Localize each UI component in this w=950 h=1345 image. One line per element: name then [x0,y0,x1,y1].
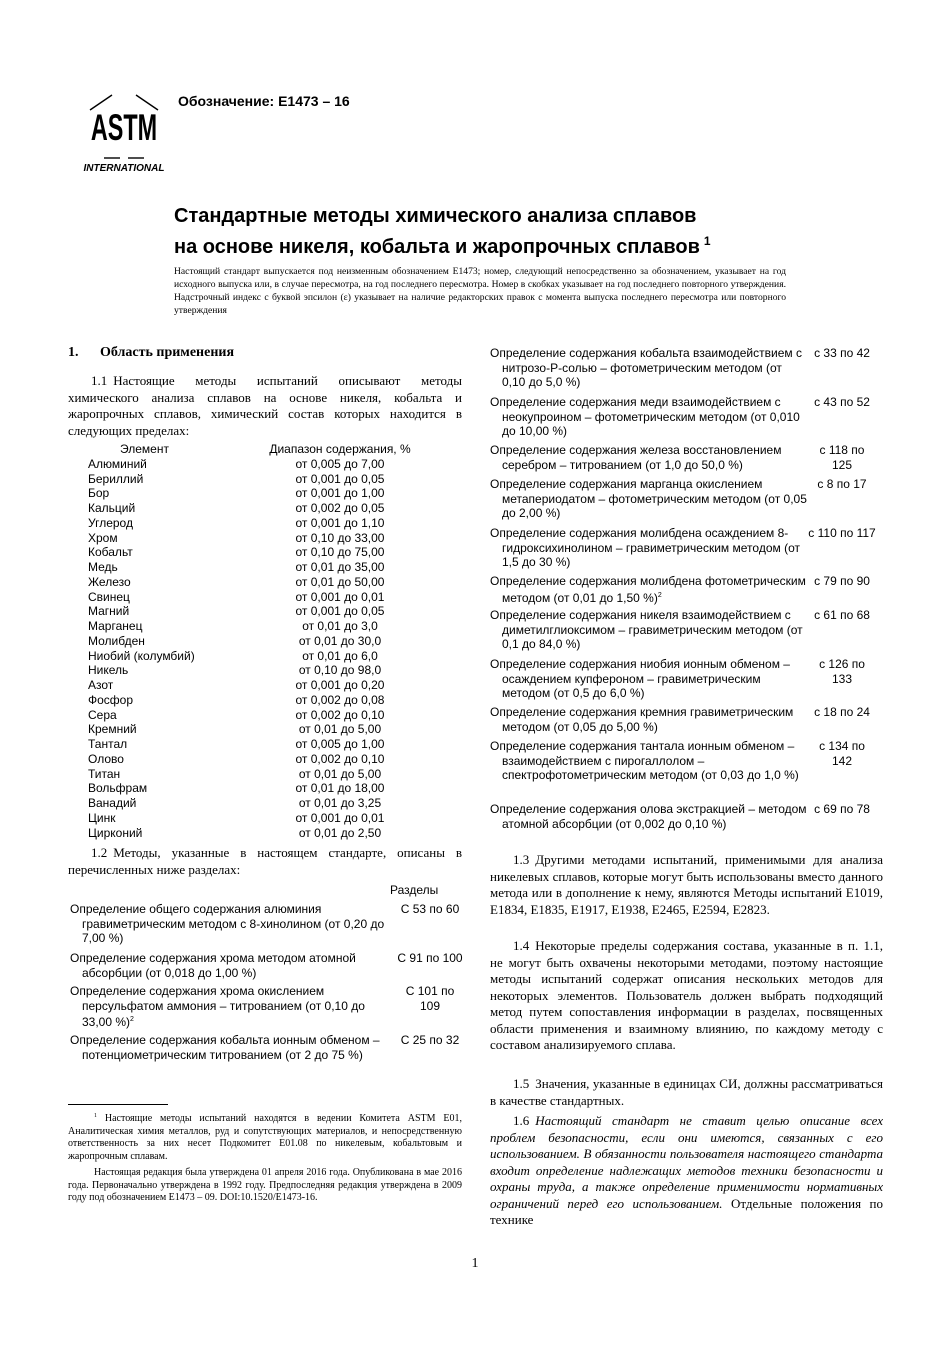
table-header [88,442,428,457]
element-range: от 0,10 до 33,00 [295,530,385,545]
element-name: Марганец [88,619,143,633]
method-text: Определение содержания кобальта взаимодействием с нитрозо-Р-солью – фотометрическим методом (от 0,10 до 5,0 %) [490,346,802,389]
element-range: от 0,001 до 0,01 [295,589,385,604]
table-body [88,457,428,841]
element-range: от 0,01 до 6,0 [302,648,378,663]
table-row [88,708,428,723]
table-row [88,796,428,811]
method-text: Определение содержания марганца окислением метапериодатом – фотометрическим методом (от 0,05 до 2,00 %) [490,477,807,520]
element-range: от 0,001 до 0,05 [295,471,385,486]
paragraph-number: 1.1 [91,373,108,388]
footnotes [68,1110,462,1208]
methods-table-right [490,0,890,831]
intro-note: Настоящий стандарт выпускается под неизменным обозначением E1473; номер, следующий непосредственно за обозначением, указывает на год исходного выпуска или, в случае пересмотра, на год последнего пересмотра. Номер в скобках указывает на год последнего повторного утверждения. Надстрочный индекс с буквой эпсилон (ε) указывает на наличие редакторских правок с момента выпуска последнего пересмотра или повторного утверждения [174,266,786,316]
element-name: Алюминий [88,456,147,471]
table-row [88,663,428,678]
method-description [70,984,392,1030]
footnote-divider [68,1104,168,1105]
method-row [70,1033,464,1062]
title-footnote-mark: 1 [703,234,711,248]
method-row [490,526,876,570]
table-row [88,560,428,575]
method-row [70,902,464,946]
element-name: Железо [88,574,131,589]
table-row [88,472,428,487]
footnote-2: Настоящая редакция была утверждена 01 апреля 2016 года. Опубликована в мае 2016 года. Первоначально утверждена в 1992 году. Предпоследняя редакция утверждена в 2009 году под обозначением E1473 – 09. DOI:10.1520/E1473-16. [68,1166,462,1204]
paragraph-text: Методы, указанные в настоящем стандарте, описаны в перечисленных ниже разделах: [68,845,462,877]
element-name: Сера [88,707,117,722]
element-name: Бериллий [88,471,144,486]
table-row [88,604,428,619]
table-row [88,590,428,605]
method-description [490,395,808,439]
paragraph-number: 1.4 [513,938,530,953]
method-description [490,608,808,652]
method-description [490,657,808,701]
element-range: от 0,01 до 50,00 [295,574,385,589]
method-row [490,739,876,783]
element-name: Бор [88,486,110,501]
astm-logo-icon [76,92,172,176]
table-row [88,693,428,708]
paragraph-1-6 [490,1113,883,1229]
element-name: Хром [88,530,118,545]
sections-column-header: Разделы [390,883,439,897]
title-line-1: Стандартные методы химического анализа сплавов [174,205,697,227]
paragraph-number: 1.2 [91,845,108,860]
element-name: Никель [88,663,129,678]
paragraph-text: Настоящие методы испытаний описывают методы химического анализа сплавов на основе никеля, кобальта и жаропрочных сплавов, химический состав которых находится в следующих пределах: [68,373,462,438]
paragraph-1-2 [68,845,462,878]
col-range-header: Диапазон содержания, % [269,442,411,456]
col-element-header: Элемент [120,442,169,456]
table-row [88,545,428,560]
element-range: от 0,005 до 7,00 [295,456,385,471]
element-range: от 0,01 до 5,00 [298,766,382,781]
footnote-1-mark: 1 [94,1113,97,1119]
title-line-2 [174,229,814,260]
footnote-1 [68,1110,462,1164]
element-range: от 0,002 до 0,08 [295,692,385,707]
method-description [490,477,808,521]
element-range: от 0,002 до 0,05 [295,501,385,515]
method-text: Определение содержания молибдена фотометрическим методом (от 0,01 до 1,50 %) [490,574,806,605]
paragraph-text: Отдельные положения по технике [490,1195,883,1227]
section-1-heading [68,345,234,361]
method-text: Определение содержания олова экстракцией – методом атомной абсорбции (от 0,002 до 0,10 %) [490,802,807,831]
element-name: Цирконий [88,825,143,840]
table-row [88,516,428,531]
element-range: от 0,01 до 18,00 [295,781,385,796]
element-name: Ванадий [88,796,137,810]
method-text: Определение содержания молибдена осаждением 8-гидроксихинолином – гравиметрическим методом (от 1,5 до 30 %) [490,526,800,569]
method-description [490,346,808,390]
element-name: Фосфор [88,692,134,707]
table-row [88,781,428,796]
element-range: от 0,001 до 0,01 [295,810,385,825]
paragraph-number: 1.5 [513,1076,530,1091]
method-text: Определение содержания ниобия ионным обменом – осаждением купфероном – гравиметрическим методом (от 0,5 до 6,0 %) [490,657,790,700]
element-name: Магний [88,604,130,619]
table-row [88,501,428,516]
method-footnote-mark: 2 [130,1016,134,1023]
element-name: Кобальт [88,545,133,560]
element-range: от 0,001 до 1,10 [295,515,385,530]
method-row [70,984,464,1030]
method-sections: С 101 по 109 [405,984,455,1013]
table-row [88,811,428,826]
method-description [490,574,808,605]
table-row [88,767,428,782]
section-number: 1. [68,345,79,360]
method-description [490,526,808,570]
element-range: от 0,001 до 0,05 [295,604,385,619]
table-row [88,826,428,841]
element-range: от 0,10 до 75,00 [295,545,385,560]
paragraph-1-3 [490,852,883,918]
paragraph-1-5 [490,1076,883,1109]
method-sections: с 118 по 125 [819,443,865,472]
element-name: Молибден [88,633,145,648]
table-row [88,457,428,472]
element-name: Медь [88,560,118,574]
table-row [88,722,428,737]
table-row [88,752,428,767]
element-range: от 0,10 до 98,0 [298,663,382,678]
element-name: Ниобий (колумбий) [88,648,195,663]
page-number: 1 [471,1256,479,1271]
method-row [490,395,876,439]
method-description [70,902,392,946]
method-text: Определение общего содержания алюминия гравиметрическим методом с 8-хинолином (от 0,20 до 7,00 %) [70,902,385,945]
method-row [490,802,876,831]
method-row [490,346,876,390]
element-range: от 0,01 до 2,50 [298,825,382,840]
method-text: Определение содержания тантала ионным обменом – взаимодействием с пирогаллолом – спектрофотометрическим методом (от 0,03 до 1,0 %) [490,739,799,782]
element-range: от 0,001 до 1,00 [295,486,385,501]
element-range: от 0,002 до 0,10 [295,707,385,722]
element-name: Кальций [88,501,136,515]
element-range: от 0,001 до 0,20 [295,678,385,692]
method-row [490,443,876,472]
method-row [490,477,876,521]
method-sections: с 8 по 17 [817,477,867,491]
method-sections: с 61 по 68 [814,608,870,622]
paragraph-text: Другими методами испытаний, применимыми для анализа никелевых сплавов, которые могут быть использованы вместо данного метода или в дополнение к нему, являются Методы испытаний E1019, E1834, E1835, E1917, E1938, E2465, E2594, E2823. [490,852,883,917]
element-range: от 0,01 до 35,00 [295,560,385,574]
method-sections: с 110 по 117 [808,526,876,540]
document-title [174,204,814,260]
paragraph-text: Некоторые пределы содержания состава, указанные в п. 1.1, не могут быть охвачены некоторыми методами, поэтому настоящие методы испытаний содержат описания нескольких методов для некоторых элементов. Пользователь должен выбрать подходящий метод путем сопоставления информации в разделах, посвященных области применения и взаимному влиянию, по каждому методу с составом анализируемого сплава. [490,938,883,1052]
paragraph-1-4 [490,938,883,1054]
method-description [70,951,392,980]
method-text: Определение содержания кремния гравиметрическим методом (от 0,05 до 5,00 %) [490,705,794,734]
table-row [88,531,428,546]
method-footnote-mark: 2 [657,591,662,599]
element-name: Азот [88,678,114,692]
table-row [88,649,428,664]
method-row [490,657,876,701]
element-range: от 0,005 до 1,00 [295,737,385,751]
method-description [70,1033,392,1062]
table-row [88,619,428,634]
table-row [88,737,428,752]
method-sections: с 33 по 42 [814,346,870,360]
method-sections: с 134 по 142 [819,739,865,768]
element-name: Цинк [88,810,116,825]
method-sections: с 79 по 90 [814,574,870,588]
element-name: Кремний [88,722,137,737]
element-range-table [88,442,428,840]
element-name: Свинец [88,589,130,604]
method-sections: с 126 по 133 [819,657,865,686]
section-title: Область применения [100,345,235,360]
footnote-1-text: Настоящие методы испытаний находятся в ведении Комитета ASTM E01, Аналитическая химия металлов, руд и сопутствующих материалов, и непосредственную ответственность за них несет Подкомитет E01.08 по никелевым, кобальтовым и жаропрочным сплавам. [68,1113,462,1163]
method-text: Определение содержания хрома окислением персульфатом аммония – титрованием (от 0,10 до 33,00 %) [70,984,365,1029]
method-sections: с 43 по 52 [814,395,870,409]
method-sections: С 53 по 60 [400,902,460,916]
designation: Обозначение: E1473 – 16 [178,93,350,109]
safety-warning-text: Настоящий стандарт не ставит целью описание всех проблем безопасности, если они имеются, связанных с его использованием. В обязанности пользователя настоящего стандарта входит определение надлежащих методов техники безопасности и охраны труда, а также определение применимости нормативных ограничений перед его использованием. [490,1113,883,1211]
astm-logo [76,92,172,176]
method-sections: с 18 по 24 [814,705,870,719]
method-description [490,739,808,783]
table-row [88,634,428,649]
logo-letters: ASTM [90,106,158,149]
paragraph-number: 1.6 [513,1113,530,1128]
paragraph-number: 1.3 [513,852,530,867]
method-description [490,705,808,734]
method-sections: С 91 по 100 [397,951,463,965]
method-text: Определение содержания никеля взаимодействием с диметилглиоксимом – гравиметрическим методом (от 0,1 до 84,0 %) [490,608,803,651]
element-range: от 0,01 до 5,00 [298,722,382,737]
method-row [490,574,876,605]
logo-subtext: INTERNATIONAL [83,163,165,174]
element-range: от 0,01 до 3,0 [302,619,378,633]
method-text: Определение содержания железа восстановлением серебром – титрованием (от 1,0 до 50,0 %) [490,443,782,472]
method-text: Определение содержания меди взаимодействием с неокупроином – фотометрическим методом (от 0,010 до 10,00 %) [490,395,800,438]
method-text: Определение содержания кобальта ионным обменом – потенциометрическим титрованием (от 2 до 75 %) [70,1033,380,1062]
element-range: от 0,01 до 3,25 [298,796,382,810]
title-line-2-text: на основе никеля, кобальта и жаропрочных сплавов [174,236,700,258]
table-row [88,486,428,501]
paragraph-text: Значения, указанные в единицах СИ, должны рассматриваться в качестве стандартных. [490,1076,883,1108]
element-name: Углерод [88,515,133,530]
table-row [88,575,428,590]
method-row [70,951,464,980]
method-sections: с 69 по 78 [814,802,870,816]
method-row [490,608,876,652]
paragraph-1-1 [68,373,462,439]
element-name: Титан [88,766,121,781]
element-name: Олово [88,751,124,766]
method-sections: С 25 по 32 [400,1033,460,1047]
table-row [88,678,428,693]
method-description [490,443,808,472]
element-name: Тантал [88,737,128,751]
element-name: Вольфрам [88,781,148,796]
method-row [490,705,876,734]
method-description [490,802,808,831]
element-range: от 0,01 до 30,0 [298,633,382,648]
method-text: Определение содержания хрома методом атомной абсорбции (от 0,018 до 1,00 %) [70,951,356,980]
element-range: от 0,002 до 0,10 [295,751,385,766]
